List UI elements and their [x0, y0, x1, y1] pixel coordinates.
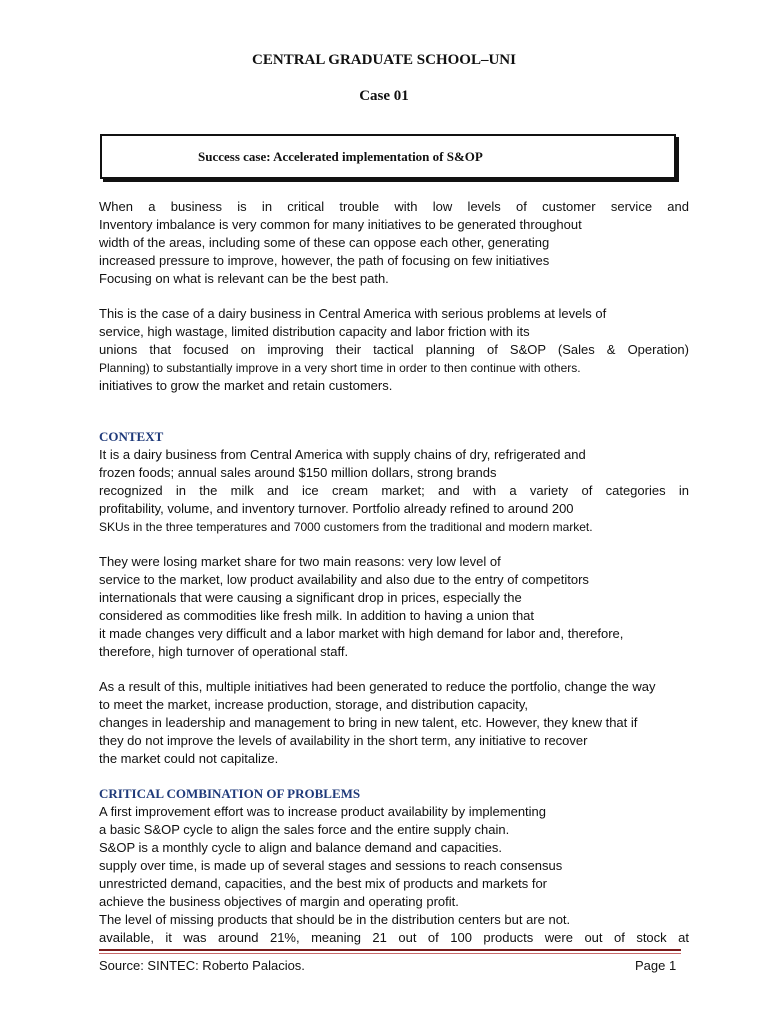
- text-line: initiatives to grow the market and retain customers.: [99, 378, 393, 393]
- intro-paragraph-2: [99, 305, 689, 395]
- text-line: S&OP is a monthly cycle to align and balance demand and capacities.: [99, 840, 502, 855]
- text-line: a basic S&OP cycle to align the sales force and the entire supply chain.: [99, 822, 510, 837]
- text-line: width of the areas, including some of these can oppose each other, generating: [99, 235, 550, 250]
- title-box-text: Success case: Accelerated implementation of S&OP: [198, 149, 483, 164]
- text-line: therefore, high turnover of operational staff.: [99, 644, 349, 659]
- text-line: considered as commodities like fresh milk. In addition to having a union that: [99, 608, 535, 623]
- text-line: supply over time, is made up of several stages and sessions to reach consensus: [99, 858, 563, 873]
- context-heading: CONTEXT: [99, 429, 164, 444]
- case-number: Case 01: [359, 88, 409, 104]
- text-line: available, it was around 21%, meaning 21 out of 100 products were out of stock at: [99, 930, 689, 945]
- text-line: A first improvement effort was to increase product availability by implementing: [99, 804, 547, 819]
- context-paragraph-1: [99, 446, 689, 536]
- text-line: As a result of this, multiple initiatives had been generated to reduce the portfolio, change the way: [99, 679, 656, 694]
- footer-source: Source: SINTEC: Roberto Palacios.: [99, 958, 305, 973]
- text-line: achieve the business objectives of margin and operating profit.: [99, 894, 459, 909]
- spacer: [99, 661, 689, 678]
- text-line: Planning) to substantially improve in a very short time in order to then continue with others.: [99, 361, 581, 375]
- title-box: [100, 134, 676, 179]
- page-number: Page 1: [635, 958, 677, 973]
- intro-paragraph-1: [99, 198, 689, 288]
- document-body: [99, 198, 689, 947]
- text-line: service, high wastage, limited distribution capacity and labor friction with its: [99, 324, 530, 339]
- text-line: increased pressure to improve, however, the path of focusing on few initiatives: [99, 253, 550, 268]
- context-paragraph-2: [99, 553, 689, 661]
- spacer: [99, 536, 689, 553]
- text-line: They were losing market share for two main reasons: very low level of: [99, 554, 501, 569]
- critical-heading: CRITICAL COMBINATION OF PROBLEMS: [99, 786, 361, 801]
- text-line: unions that focused on improving their tactical planning of S&OP (Sales & Operation): [99, 342, 689, 357]
- text-line: Focusing on what is relevant can be the best path.: [99, 271, 389, 286]
- footer-rule-thin: [99, 953, 681, 954]
- text-line: recognized in the milk and ice cream market; and with a variety of categories in: [99, 483, 689, 498]
- critical-paragraph: [99, 803, 689, 947]
- text-line: they do not improve the levels of availability in the short term, any initiative to recover: [99, 733, 588, 748]
- footer-rule: [99, 949, 681, 951]
- text-line: profitability, volume, and inventory turnover. Portfolio already refined to around 200: [99, 501, 574, 516]
- text-line: the market could not capitalize.: [99, 751, 279, 766]
- text-line: frozen foods; annual sales around $150 million dollars, strong brands: [99, 465, 497, 480]
- text-line: service to the market, low product availability and also due to the entry of competitors: [99, 572, 589, 587]
- text-line: it made changes very difficult and a labor market with high demand for labor and, therefore,: [99, 626, 624, 641]
- text-line: This is the case of a dairy business in Central America with serious problems at levels of: [99, 306, 607, 321]
- text-line: The level of missing products that should be in the distribution centers but are not.: [99, 912, 571, 927]
- spacer: [99, 395, 689, 428]
- text-line: Inventory imbalance is very common for many initiatives to be generated throughout: [99, 217, 582, 232]
- text-line: changes in leadership and management to bring in new talent, etc. However, they knew that if: [99, 715, 638, 730]
- spacer: [99, 288, 689, 305]
- text-line: SKUs in the three temperatures and 7000 customers from the traditional and modern market.: [99, 520, 593, 534]
- text-line: It is a dairy business from Central America with supply chains of dry, refrigerated and: [99, 447, 586, 462]
- text-line: to meet the market, increase production, storage, and distribution capacity,: [99, 697, 528, 712]
- school-title: CENTRAL GRADUATE SCHOOL–UNI: [252, 52, 516, 68]
- text-line: unrestricted demand, capacities, and the best mix of products and markets for: [99, 876, 548, 891]
- text-line: When a business is in critical trouble with low levels of customer service and: [99, 199, 689, 214]
- spacer: [99, 768, 689, 785]
- context-paragraph-3: [99, 678, 689, 768]
- text-line: internationals that were causing a significant drop in prices, especially the: [99, 590, 522, 605]
